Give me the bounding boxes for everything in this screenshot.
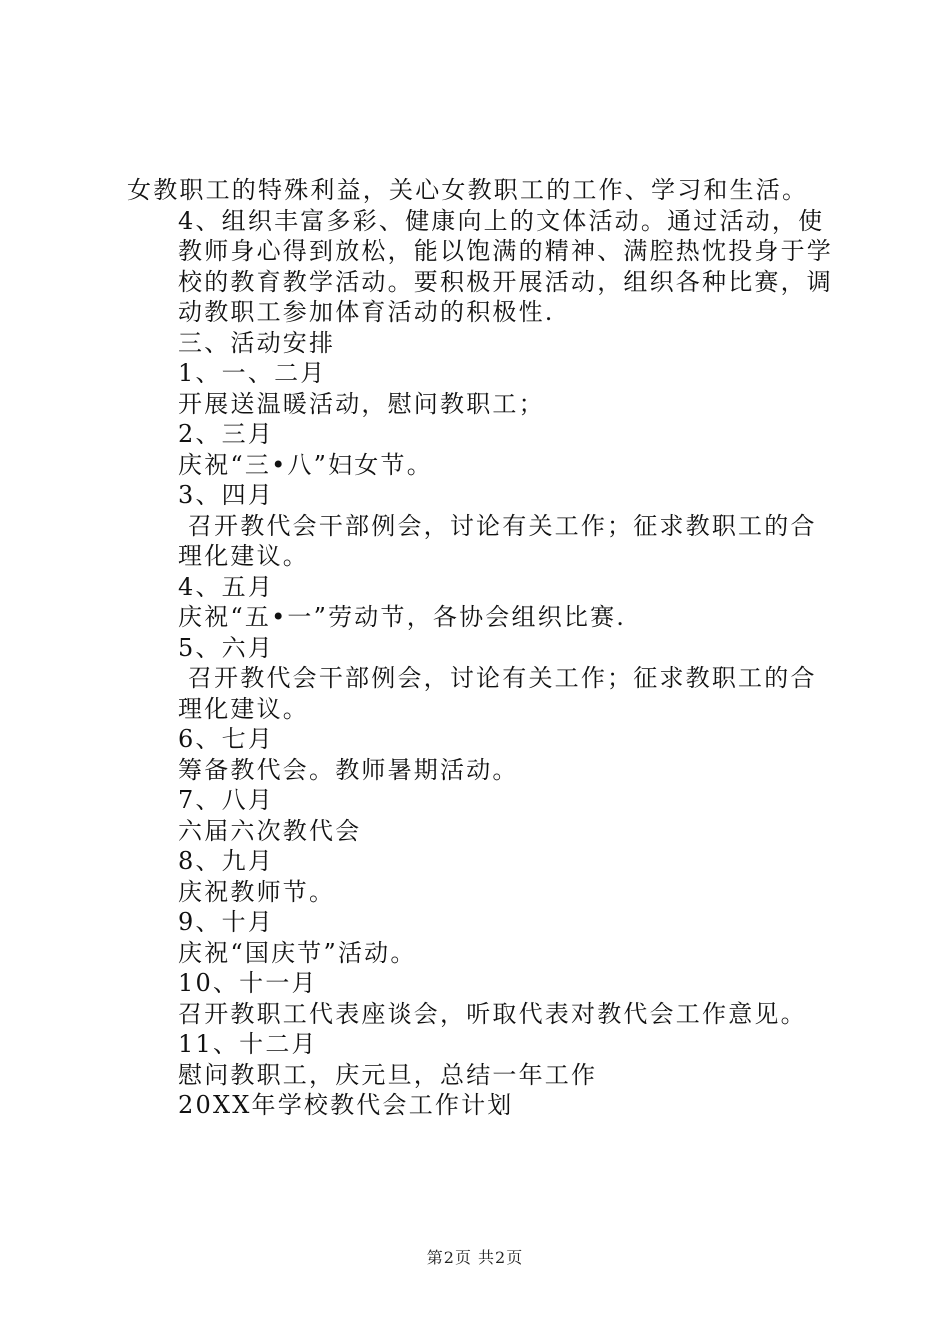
month-heading: 6、七月 (178, 725, 275, 753)
month-heading: 7、八月 (178, 786, 275, 814)
section-heading: 三、活动安排 (178, 328, 336, 357)
document-title-line: 20XX年学校教代会工作计划 (178, 1091, 514, 1119)
month-heading: 8、九月 (178, 847, 275, 875)
month-heading: 4、五月 (178, 572, 275, 601)
paragraph: 召开教职工代表座谈会，听取代表对教代会工作意见。 (178, 999, 807, 1028)
paragraph: 4、组织丰富多彩、健康向上的文体活动。通过活动，使教师身心得到放松，能以饱满的精神、满腔热忱投身于学校的教育教学活动。要积极开展活动，组织各种比赛，调动教职工参加体育活动的积极性. (178, 206, 833, 326)
paragraph: 筹备教代会。教师暑期活动。 (178, 755, 519, 784)
paragraph: 慰问教职工，庆元旦，总结一年工作 (178, 1060, 598, 1089)
paragraph: 庆祝“三•八”妇女节。 (178, 450, 433, 479)
document-body (127, 175, 837, 1121)
paragraph: 庆祝“国庆节”活动。 (178, 938, 417, 967)
month-heading: 3、四月 (178, 481, 275, 509)
month-heading: 10、十一月 (178, 969, 318, 997)
paragraph: 召开教代会干部例会，讨论有关工作；征求教职工的合理化建议。 (178, 511, 817, 570)
paragraph: 开展送温暖活动，慰问教职工； (178, 389, 545, 418)
month-heading: 9、十月 (178, 908, 275, 936)
paragraph: 庆祝教师节。 (178, 877, 336, 906)
paragraph: 女教职工的特殊利益，关心女教职工的工作、学习和生活。 (127, 176, 809, 204)
paragraph: 庆祝“五•一”劳动节，各协会组织比赛. (178, 603, 627, 631)
page-number: 第2页 共2页 (426, 1248, 524, 1267)
month-heading: 5、六月 (178, 633, 275, 662)
paragraph: 六届六次教代会 (178, 816, 362, 845)
month-heading: 1、一、二月 (178, 359, 327, 387)
month-heading: 11、十二月 (178, 1030, 318, 1058)
month-heading: 2、三月 (178, 420, 275, 448)
paragraph: 召开教代会干部例会，讨论有关工作；征求教职工的合理化建议。 (178, 664, 817, 723)
